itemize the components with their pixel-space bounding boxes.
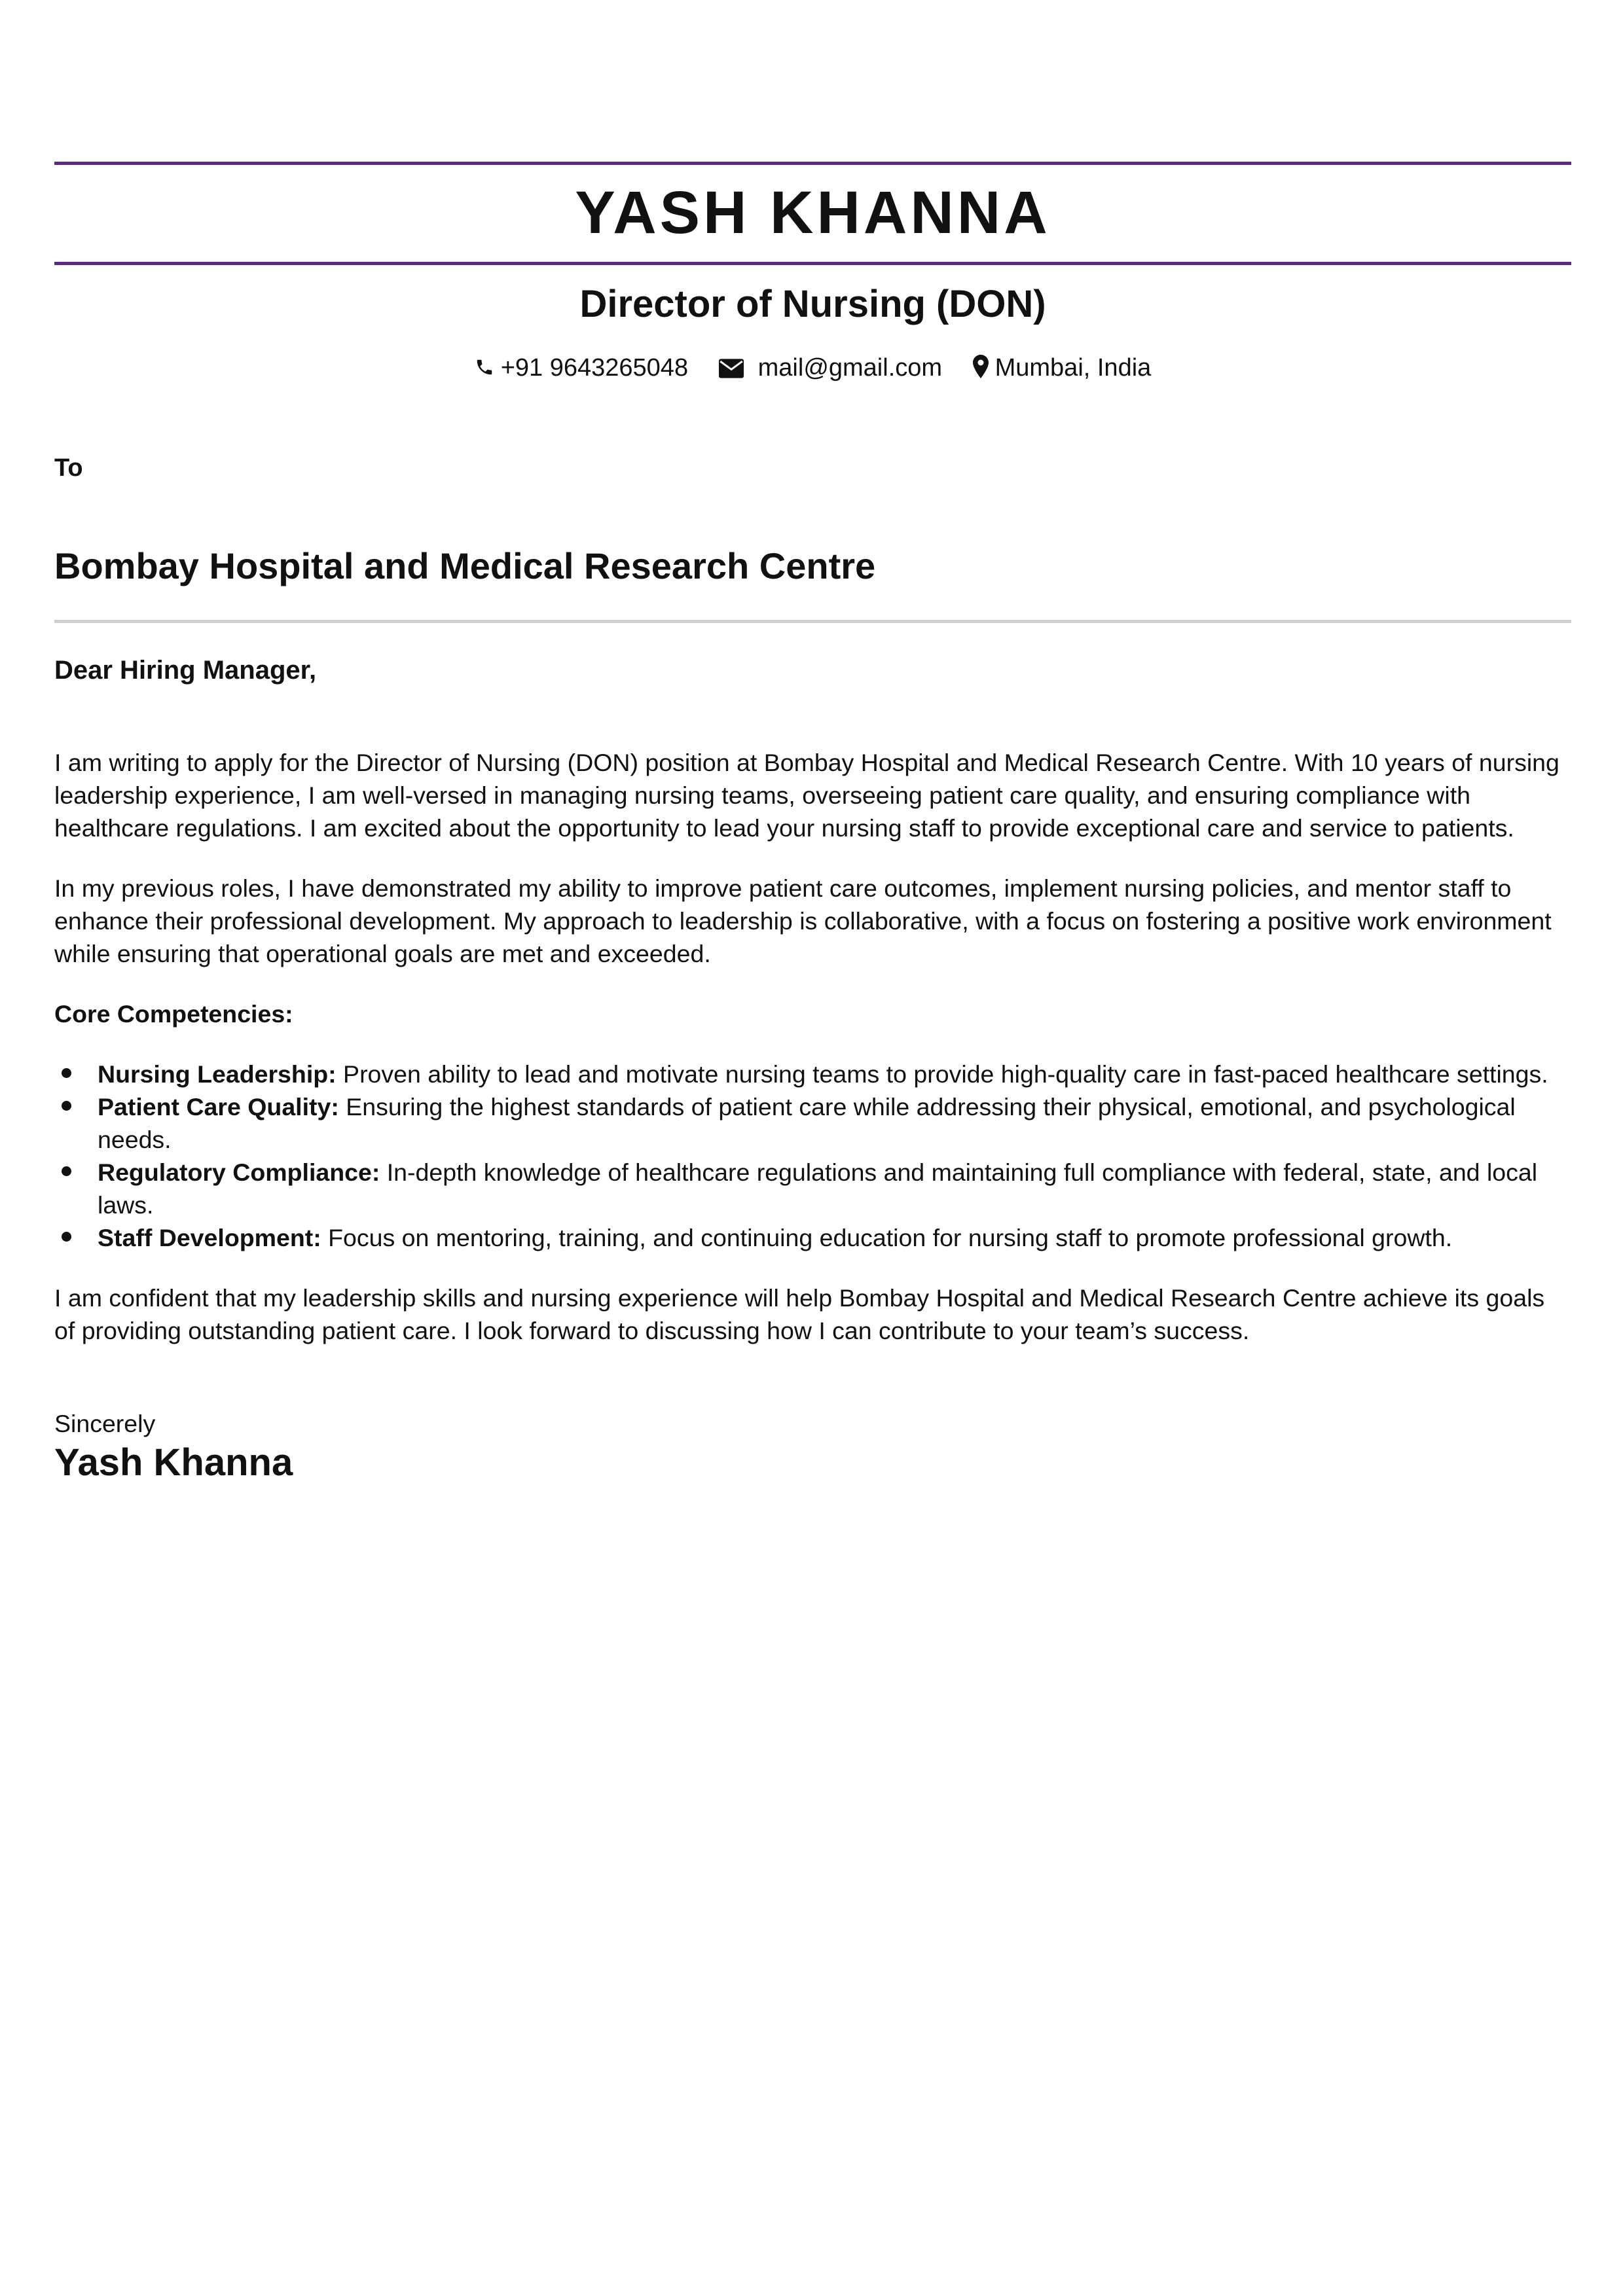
competency-label: Regulatory Compliance: <box>98 1158 380 1186</box>
bullet-icon <box>62 1166 71 1176</box>
competency-text: Focus on mentoring, training, and continuing education for nursing staff to promote professional growth. <box>321 1224 1453 1251</box>
map-marker-icon <box>973 355 989 378</box>
competencies-heading: Core Competencies: <box>54 1000 293 1028</box>
competency-label: Staff Development: <box>98 1224 321 1251</box>
competency-text: Proven ability to lead and motivate nursing teams to provide high-quality care in fast-paced healthcare settings. <box>336 1060 1548 1088</box>
bullet-icon <box>62 1232 71 1242</box>
contact-location <box>973 351 1152 384</box>
closing-paragraph: I am confident that my leadership skills and nursing experience will help Bombay Hospital and Medical Research Centre achieve its goals of providing outstanding patient care. I look forward to discussing how I can contribute to your team’s success. <box>54 1284 1545 1344</box>
header-bottom-rule <box>54 262 1571 265</box>
to-label: To <box>54 454 83 482</box>
competency-item <box>98 1058 1571 1090</box>
competency-label: Patient Care Quality: <box>98 1093 339 1121</box>
competency-item <box>98 1156 1571 1221</box>
job-title: Director of Nursing (DON) <box>579 283 1046 325</box>
body-paragraph: I am writing to apply for the Director of Nursing (DON) position at Bombay Hospital and Medical Research Centre. With 10 years of nursing leadership experience, I am well-versed in managing nursing teams, overseeing patient care quality, and ensuring compliance with healthcare regulations. I am excited about the opportunity to lead your nursing staff to provide exceptional care and service to patients. <box>54 749 1559 842</box>
phone-icon <box>475 356 494 378</box>
competency-item <box>98 1221 1571 1254</box>
header-top-rule <box>54 162 1571 165</box>
contact-phone <box>475 351 688 384</box>
signature-name: Yash Khanna <box>54 1441 293 1484</box>
bullet-icon <box>62 1068 71 1078</box>
letter-body <box>54 746 1571 1374</box>
email-address: mail@gmail.com <box>757 353 943 382</box>
contact-info <box>54 350 1571 384</box>
competency-text: Ensuring the highest standards of patient care while addressing their physical, emotional, and psychological needs. <box>98 1093 1516 1153</box>
competency-item <box>98 1090 1571 1156</box>
salutation: Dear Hiring Manager, <box>54 656 317 685</box>
applicant-name: YASH KHANNA <box>575 179 1051 246</box>
competency-label: Nursing Leadership: <box>98 1060 337 1088</box>
section-divider <box>54 620 1571 623</box>
location-text: Mumbai, India <box>994 353 1152 382</box>
envelope-icon <box>719 359 744 378</box>
recipient-organization: Bombay Hospital and Medical Research Centre <box>54 545 876 586</box>
phone-number: +91 9643265048 <box>500 353 689 382</box>
body-paragraph: In my previous roles, I have demonstrated my ability to improve patient care outcomes, implement nursing policies, and mentor staff to enhance their professional development. My approach to leadership is collaborative, with a focus on fostering a positive work environment while ensuring that operational goals are met and exceeded. <box>54 874 1552 967</box>
sign-off: Sincerely <box>54 1410 156 1437</box>
contact-email <box>719 351 942 384</box>
competencies-list <box>54 1058 1571 1254</box>
competency-text: In-depth knowledge of healthcare regulations and maintaining full compliance with federal, state, and local laws. <box>98 1158 1538 1219</box>
bullet-icon <box>62 1101 71 1111</box>
